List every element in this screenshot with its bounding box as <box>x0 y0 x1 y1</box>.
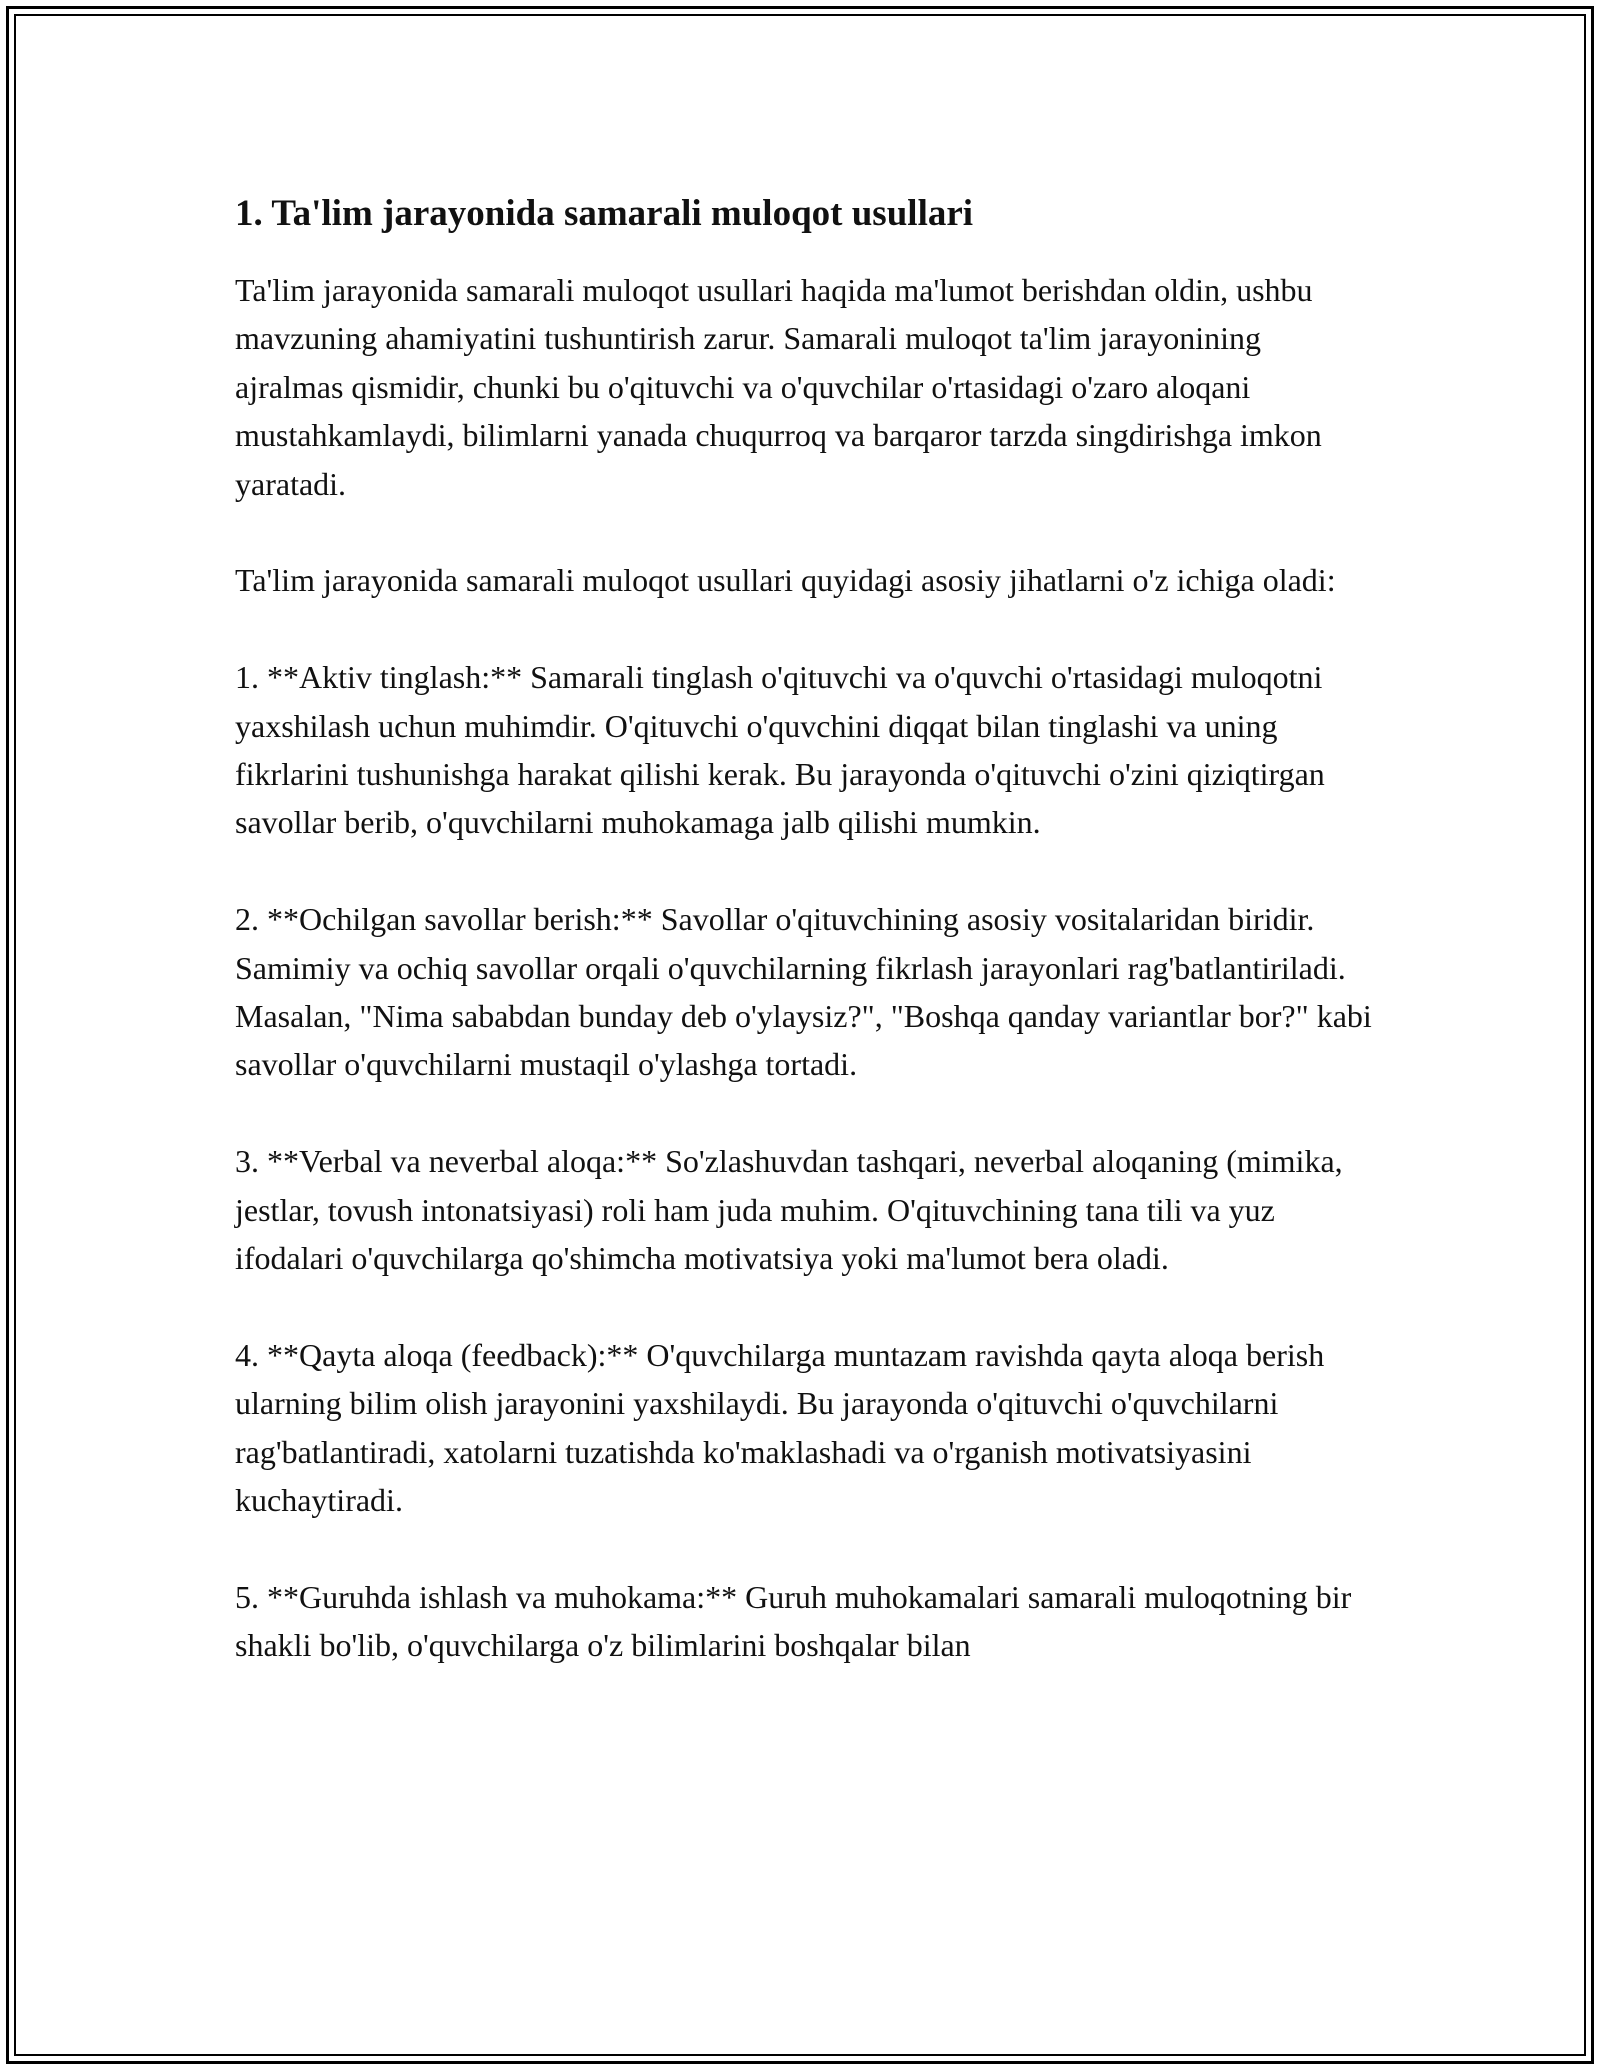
document-body <box>235 190 1375 1718</box>
list-item-feedback: 4. **Qayta aloqa (feedback):** O'quvchilarga muntazam ravishda qayta aloqa berish ularning bilim olish jarayonini yaxshilaydi. Bu jarayonda o'qituvchi o'quvchilarni rag'batlantiradi, xatolarni tuzatishda ko'maklashadi va o'rganish motivatsiyasini kuchaytiradi. <box>235 1336 1325 1519</box>
section-heading: 1. Ta'lim jarayonida samarali muloqot usullari <box>235 193 974 234</box>
list-item-active-listening: 1. **Aktiv tinglash:** Samarali tinglash o'qituvchi va o'quvchi o'rtasidagi muloqotni yaxshilash uchun muhimdir. O'qituvchi o'quvchini diqqat bilan tinglashi va uning fikrlarini tushunishga harakat qilishi kerak. Bu jarayonda o'qituvchi o'zini qiziqtirgan savollar berib, o'quvchilarni muhokamaga jalb qilishi mumkin. <box>235 659 1325 841</box>
paragraph-intro: Ta'lim jarayonida samarali muloqot usullari haqida ma'lumot berishdan oldin, ushbu mavzuning ahamiyatini tushuntirish zarur. Samarali muloqot ta'lim jarayonining ajralmas qismidir, chunki bu o'qituvchi va o'quvchilar o'rtasidagi o'zaro aloqani mustahkamlaydi, bilimlarni yanada chuqurroq va barqaror tarzda singdirishga imkon yaratadi. <box>235 272 1322 502</box>
list-item-open-questions: 2. **Ochilgan savollar berish:** Savollar o'qituvchining asosiy vositalaridan biridir. Samimiy va ochiq savollar orqali o'quvchilarning fikrlash jarayonlari rag'batlantiriladi. Masalan, "Nima sababdan bunday deb o'ylaysiz?", "Boshqa qanday variantlar bor?" kabi savollar o'quvchilarni mustaqil o'ylashga tortadi. <box>235 901 1372 1083</box>
list-item-group-work: 5. **Guruhda ishlash va muhokama:** Guruh muhokamalari samarali muloqotning bir shakli bo'lib, o'quvchilarga o'z bilimlarini boshqalar bilan <box>235 1578 1352 1664</box>
list-item-verbal-nonverbal: 3. **Verbal va neverbal aloqa:** So'zlashuvdan tashqari, neverbal aloqaning (mimika, jestlar, tovush intonatsiyasi) roli ham juda muhim. O'qituvchining tana tili va yuz ifodalari o'quvchilarga qo'shimcha motivatsiya yoki ma'lumot bera oladi. <box>235 1143 1343 1277</box>
paragraph-aspects-intro: Ta'lim jarayonida samarali muloqot usullari quyidagi asosiy jihatlarni o'z ichiga oladi: <box>235 562 1336 599</box>
